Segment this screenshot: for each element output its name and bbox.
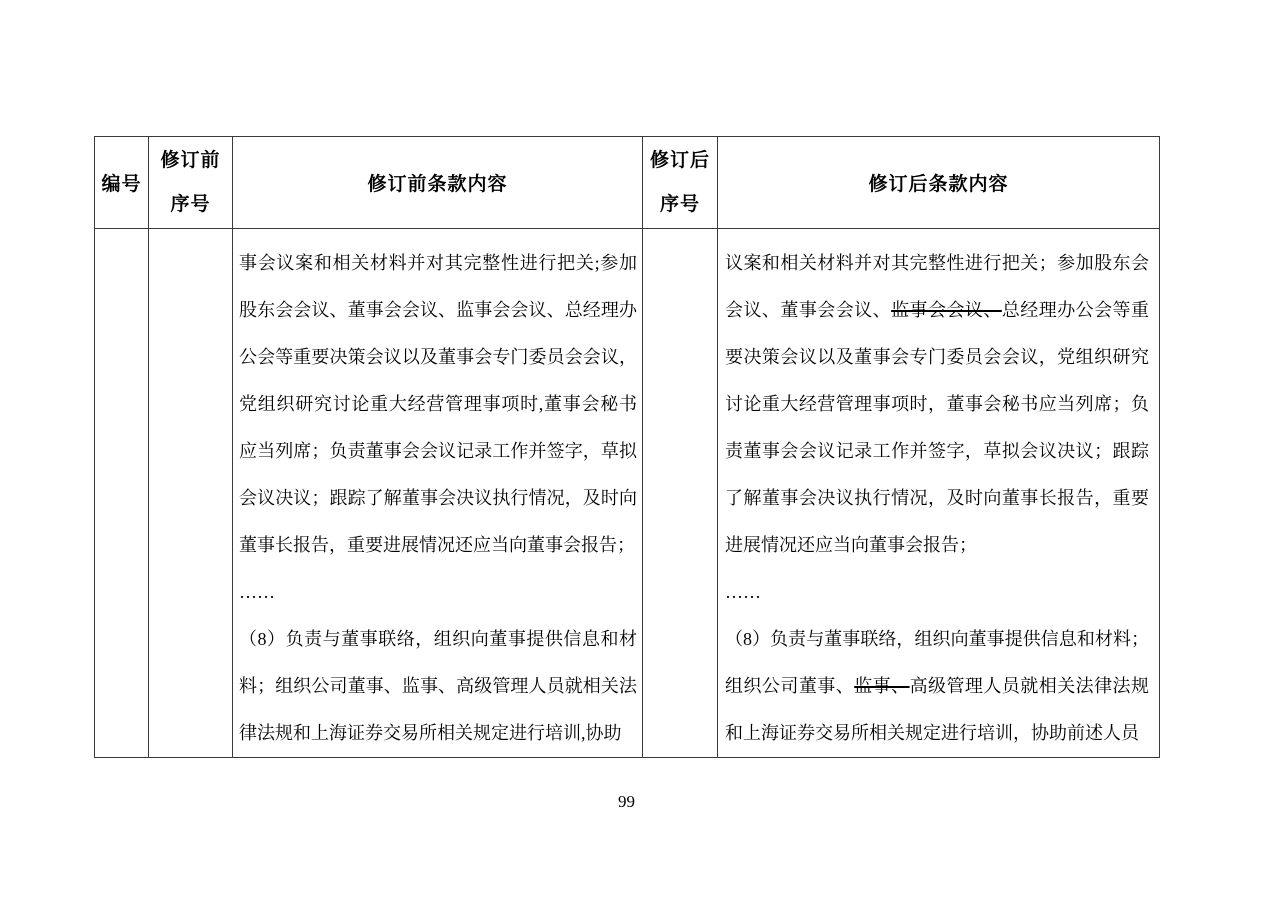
table-header-row xyxy=(95,137,1160,229)
text-run: 事会议案和相关材料并对其完整性进行把关;参加股东会会议、董事会会议、监事会会议、总经理办公会等重要决策会议以及董事会专门委员会会议，党组织研究讨论重大经营管理事项时,董事会秘书应当列席；负责董事会会议记录工作并签字，草拟会议决议；跟踪了解董事会决议执行情况，及时向董事长报告，重要进展情况还应当向董事会报告； xyxy=(239,253,637,555)
page-number: 99 xyxy=(618,792,635,811)
cell-post-serial xyxy=(643,229,718,758)
header-post-serial-line2: 序号 xyxy=(659,193,700,215)
header-id: 编号 xyxy=(95,137,149,229)
header-pre-serial-line1: 修订前 xyxy=(160,149,221,171)
header-pre-content: 修订前条款内容 xyxy=(233,137,643,229)
text-run: …… xyxy=(725,582,761,602)
text-run: …… xyxy=(239,582,275,602)
header-post-serial xyxy=(643,137,718,229)
paragraph xyxy=(725,240,1149,569)
text-run: 高级管理人员就相关法律法规和上海证券交易所相关规定进行培训，协助前述人员 xyxy=(725,676,1150,743)
text-run: （8）负责与董事联络，组织向董事提供信息和材料；组织公司董事、 xyxy=(725,629,1149,696)
strikethrough-deleted-text: 监事、 xyxy=(854,676,910,696)
cell-id xyxy=(95,229,149,758)
paragraph xyxy=(239,569,637,616)
cell-pre-content xyxy=(233,229,643,758)
header-pre-serial xyxy=(149,137,233,229)
text-run: （8）负责与董事联络，组织向董事提供信息和材料；组织公司董事、监事、高级管理人员就相关法律法规和上海证券交易所相关规定进行培训,协助 xyxy=(239,629,637,743)
cell-post-content xyxy=(718,229,1160,758)
paragraph xyxy=(239,616,637,757)
revision-comparison-table xyxy=(94,136,1160,758)
paragraph xyxy=(725,569,1149,616)
cell-pre-serial xyxy=(149,229,233,758)
header-post-content: 修订后条款内容 xyxy=(718,137,1160,229)
header-pre-serial-line2: 序号 xyxy=(170,193,211,215)
header-post-serial-line1: 修订后 xyxy=(649,149,710,171)
text-run: 总经理办公会等重要决策会议以及董事会专门委员会会议，党组织研究讨论重大经营管理事项时，董事会秘书应当列席；负责董事会会议记录工作并签字，草拟会议决议；跟踪了解董事会决议执行情况，及时向董事长报告，重要进展情况还应当向董事会报告； xyxy=(725,300,1150,555)
table-row xyxy=(95,229,1160,758)
strikethrough-deleted-text: 监事会会议、 xyxy=(891,300,1002,320)
paragraph xyxy=(239,240,637,569)
paragraph xyxy=(725,616,1149,757)
text-run: 议案和相关材料并对其完整性进行把关；参加股东会会议、董事会会议、 xyxy=(725,253,1149,320)
